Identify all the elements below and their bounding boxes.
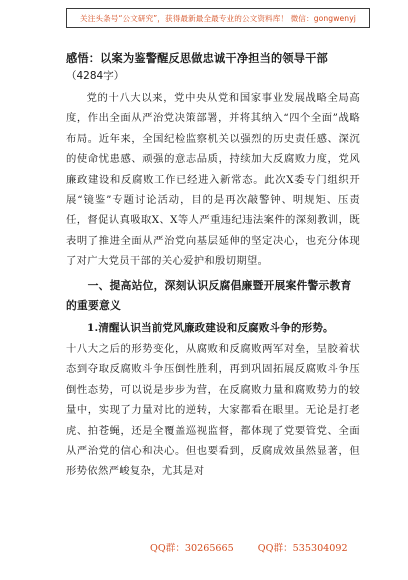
word-count: （4284字） [66, 70, 125, 82]
paragraph-1: 党的十八大以来，党中央从党和国家事业发展战略全局高度，作出全面从严治党决策部署，并将其纳入“四个全面”战略布局。近年来，全国纪检监察机关以强烈的历史责任感、深沉的使命忧患感、顽强的意志品质，持续加大反腐败力度，党风廉政建设和反腐败工作已经进入新常态。此次X委专门组织开展“镜鉴”专题讨论活动，目的是再次敲警钟、明规矩、压责任，督促认真吸取X、X等人严重违纪违法案件的深刻教训，既表明了推进全面从严治党向基层延伸的坚定决心，也充分体现了对广大党员干部的关心爱护和殷切期望。 [66, 92, 360, 268]
header-banner-text: 关注头条号“公文研究”，获得最新最全最专业的公文资料库！ 微信：gongwenyj [80, 13, 356, 23]
footer [150, 540, 372, 554]
document-body [66, 50, 360, 482]
document-title: 感悟：以案为鉴警醒反思做忠诚干净担当的领导干部 [66, 52, 328, 65]
subsection-1-heading: 1.清醒认识当前党风廉政建设和反腐败斗争的形势。 [87, 322, 334, 335]
footer-qq-group-1: QQ群：30265665 [150, 543, 234, 554]
header-banner-box [66, 8, 370, 28]
footer-qq-group-2: QQ群：535304092 [257, 543, 348, 554]
section-1-heading: 一、提高站位，深刻认识反腐倡廉暨开展案件警示教育的重要意义 [66, 278, 352, 313]
paragraph-2: 十八大之后的形势变化，从腐败和反腐败两军对垒，呈胶着状态到夺取反腐败斗争压倒性胜利，再到巩固拓展反腐败斗争压倒性态势，可以说是步步为营，在反腐败力量和腐败势力的较量中，实现了力量对比的逆转，大家都看在眼里。无论是打老虎、拍苍蝇，还是全覆盖巡视监督，都体现了党要管党、全面从严治党的信心和决心。但也要看到，反腐成效虽然显著，但形势依然严峻复杂，尤其是对 [66, 342, 360, 478]
